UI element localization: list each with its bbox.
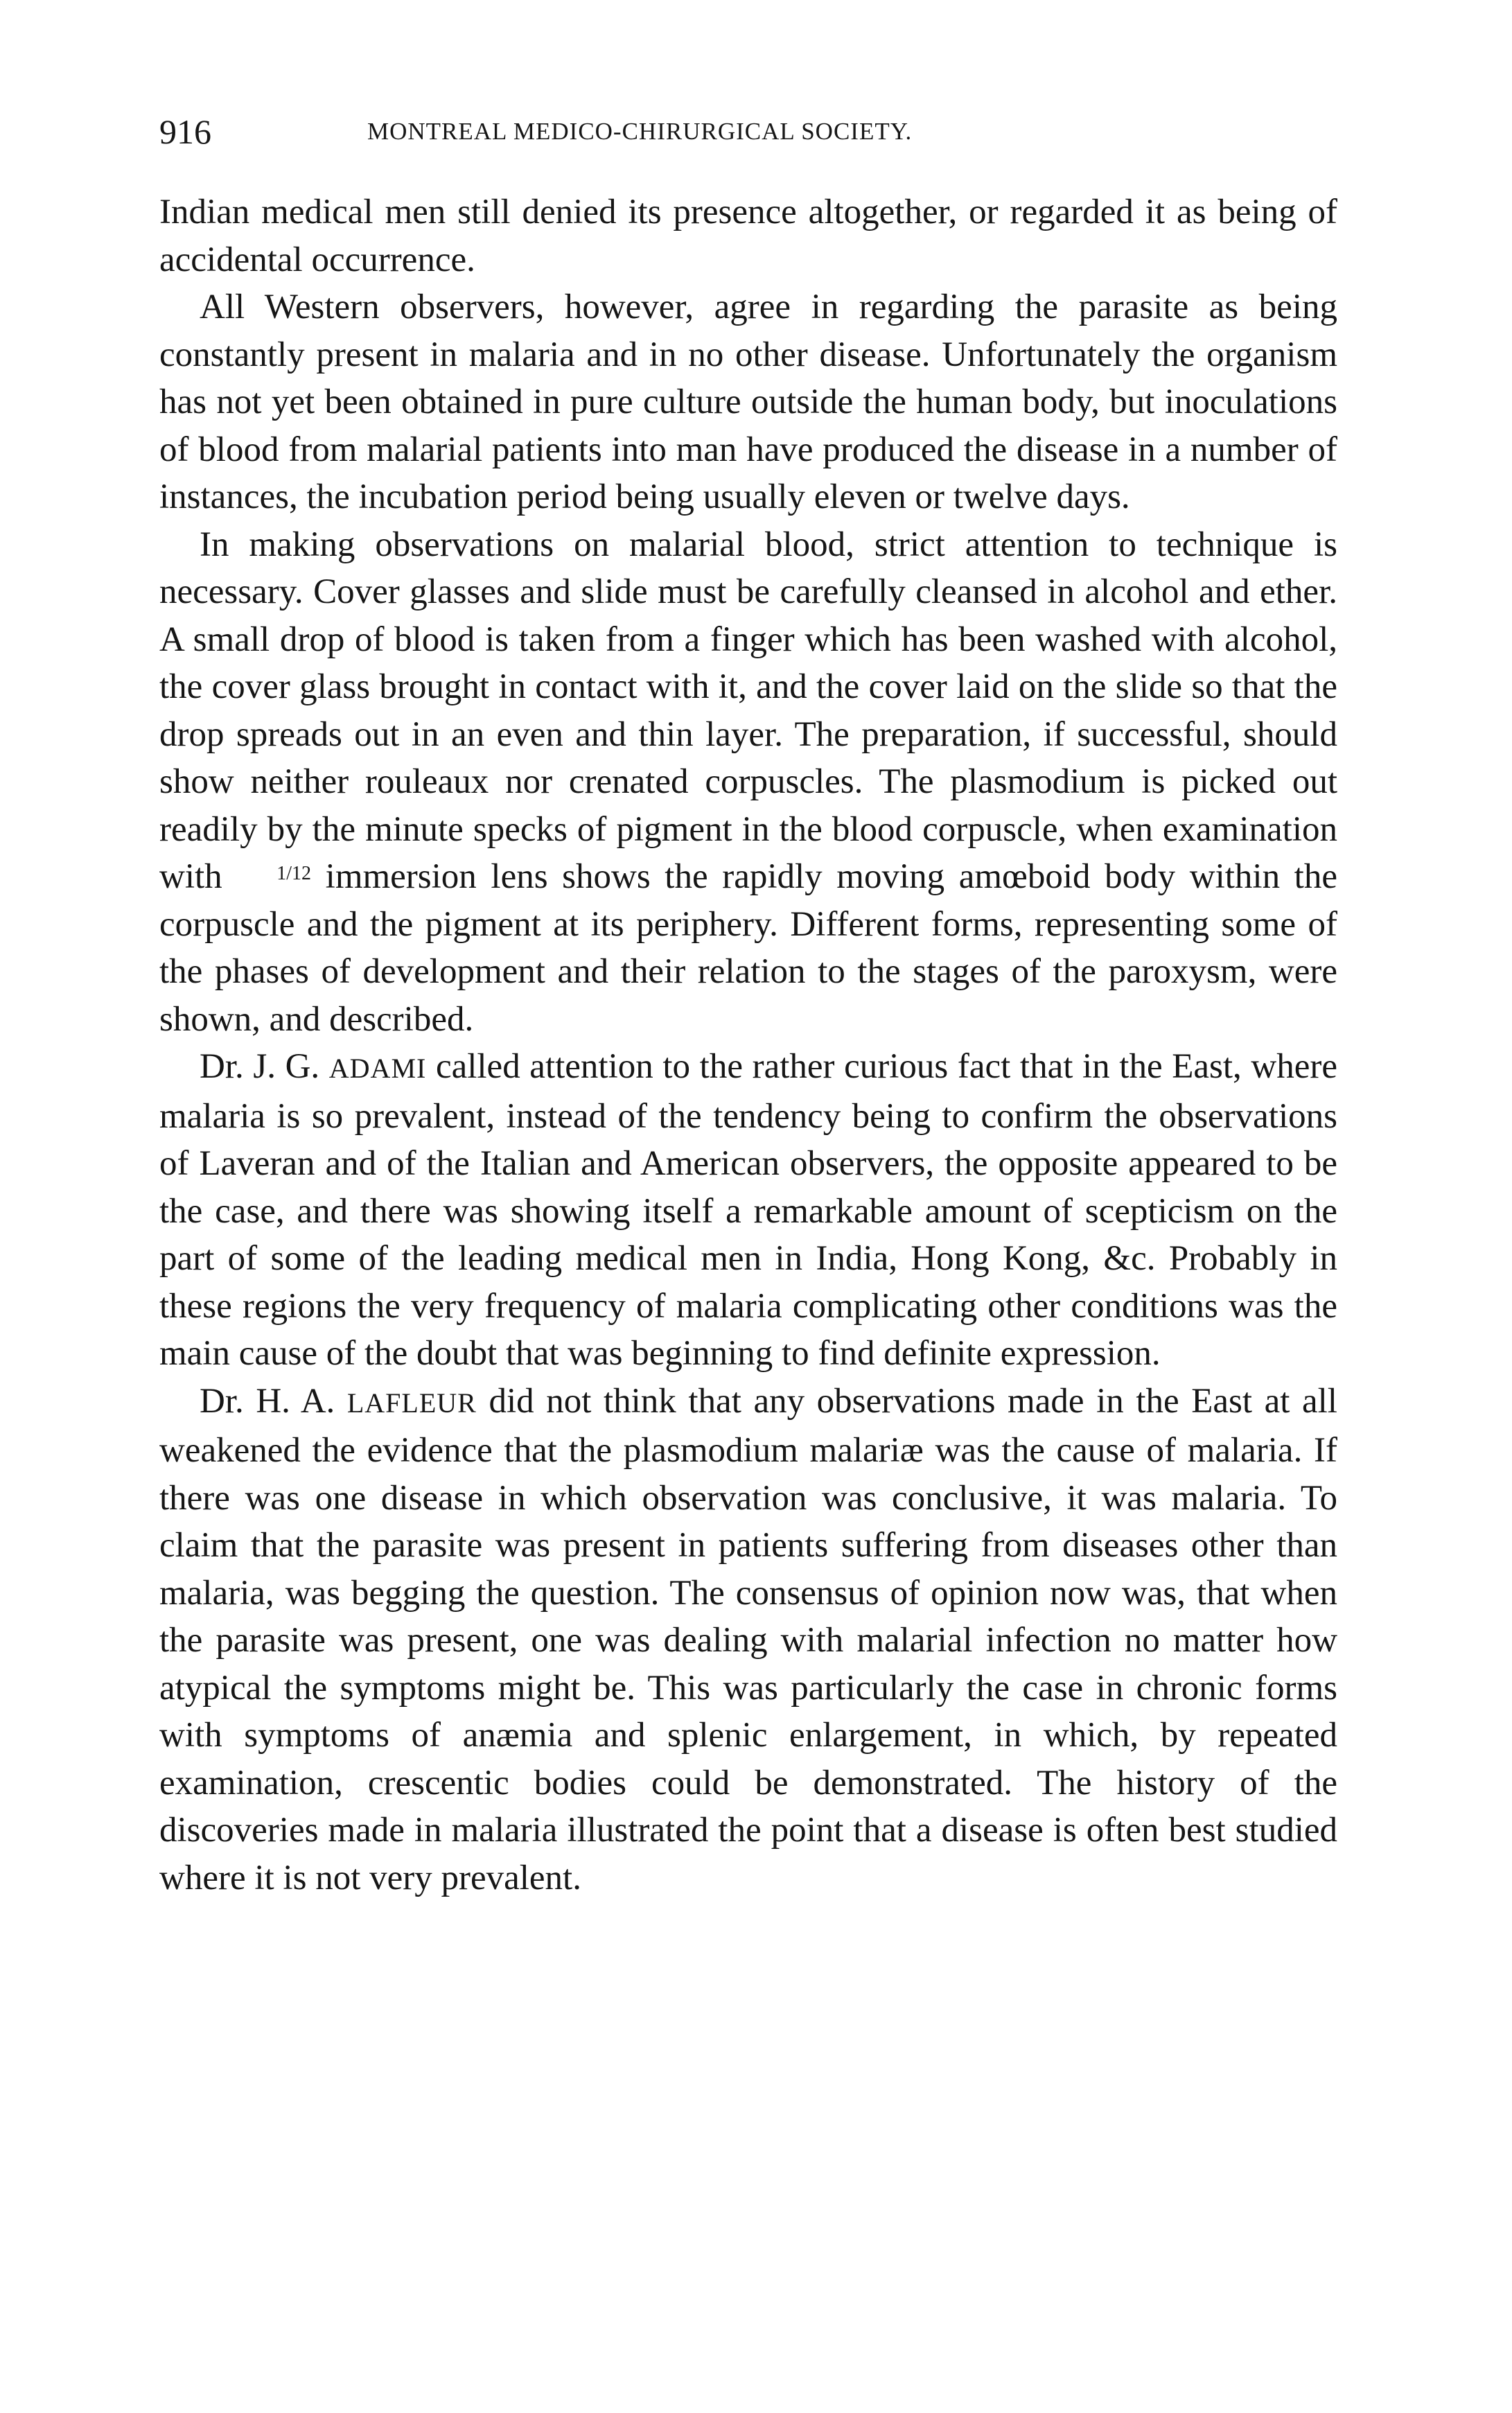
paragraph-text: All Western observers, however, agree in regarding the parasite as being constantly present in malaria and in no other disease. Unfortunately the organism has not yet been obtained in pure culture outside the human body, but inoculations of blood from malarial patients into man have produced the disease in a number of instances, the incubation period being usually eleven or twelve days. xyxy=(159,288,1337,516)
speaker-prefix: Dr. H. A. xyxy=(200,1381,347,1421)
running-head: MONTREAL MEDICO-CHIRURGICAL SOCIETY. xyxy=(367,118,913,145)
fraction-one-twelfth: 1/12 xyxy=(276,863,312,884)
paragraph-text: immersion lens shows the rapidly moving amœboid body within the corpuscle and the pigment at its periphery. Different forms, representing some of the phases of development and their relation to the stages of the paroxysm, were shown, and described. xyxy=(159,857,1337,1039)
paragraph-technique xyxy=(159,521,1337,1044)
body-text xyxy=(159,188,1337,1902)
page-header xyxy=(159,104,1337,159)
speaker-prefix: Dr. J. G. xyxy=(200,1047,329,1086)
paragraph-western-observers xyxy=(159,283,1337,521)
paragraph-adami xyxy=(159,1043,1337,1378)
paragraph-text: did not think that any observations made in the East at all weakened the evidence that the plasmodium malariæ was the cause of malaria. If there was one disease in which observation was conclusive, it was malaria. To claim that the parasite was present in patients suffering from diseases other than malaria, was begging the question. The consensus of opinion now was, that when the parasite was present, one was dealing with malarial infection no matter how atypical the symptoms might be. This was particularly the case in chronic forms with symptoms of anæmia and splenic enlargement, in which, by repeated examination, crescentic bodies could be demonstrated. The history of the discoveries made in malaria illustrated the point that a disease is often best studied where it is not very prevalent. xyxy=(159,1381,1337,1897)
document-page xyxy=(159,104,1337,1902)
paragraph-text: In making observations on malarial blood, strict attention to technique is necessary. Cover glasses and slide must be carefully cleansed in alcohol and ether. A small drop of blood is taken from a finger which has been washed with alcohol, the cover glass brought in contact with it, and the cover laid on the slide so that the drop spreads out in an even and thin layer. The preparation, if successful, should show neither rouleaux nor crenated corpuscles. The plasmodium is picked out readily by the minute specks of pigment in the blood corpuscle, when examination with xyxy=(159,525,1337,896)
speaker-name: ADAMI xyxy=(328,1053,427,1084)
paragraph-text: called attention to the rather curious fact that in the East, where malaria is so prevalent, instead of the tendency being to confirm the observations of Laveran and of the Italian and American observers, the opposite appeared to be the case, and there was showing itself a remarkable amount of scepticism on the part of some of the leading medical men in India, Hong Kong, &c. Probably in these regions the very frequency of malaria complicating other conditions was the main cause of the doubt that was beginning to find definite expression. xyxy=(159,1047,1337,1373)
paragraph-lafleur xyxy=(159,1378,1337,1902)
page-number: 916 xyxy=(159,112,211,151)
speaker-name: LAFLEUR xyxy=(346,1387,477,1419)
paragraph-text: Indian medical men still denied its presence altogether, or regarded it as being of accidental occurrence. xyxy=(159,193,1337,279)
paragraph-continuation xyxy=(159,188,1337,283)
